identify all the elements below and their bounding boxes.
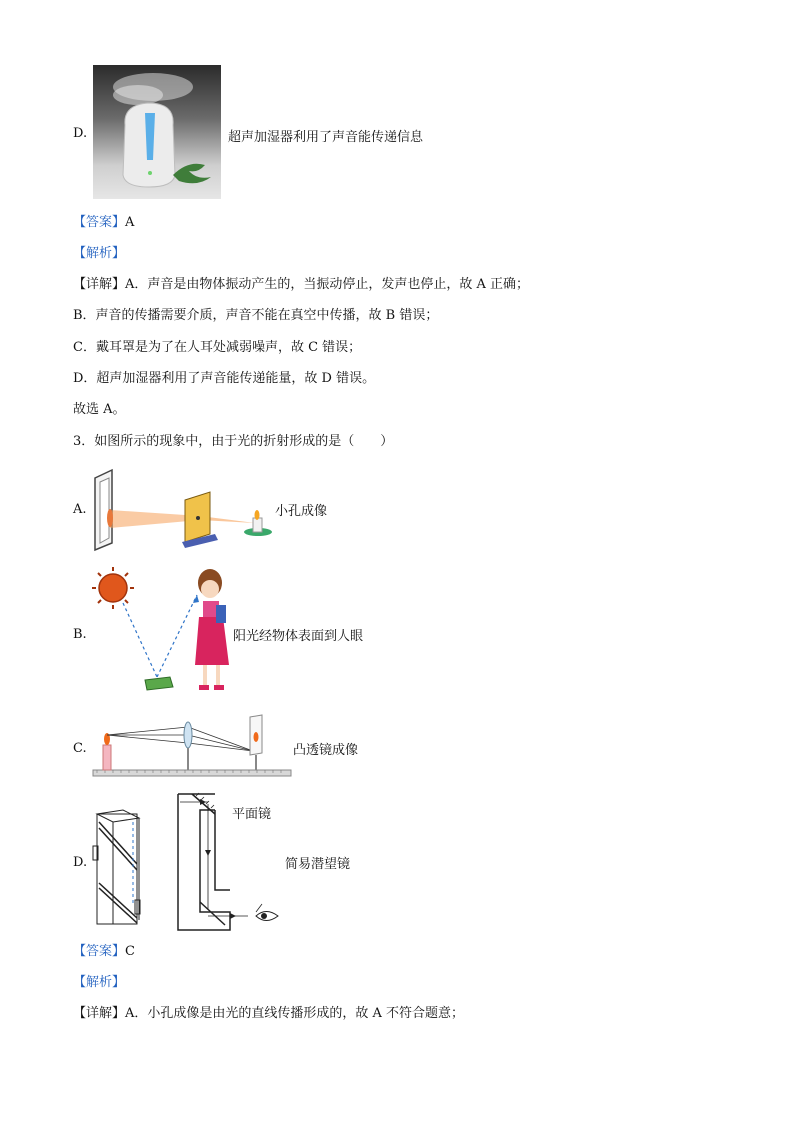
detail-tag: 【详解】	[73, 277, 126, 292]
option-d-caption: 超声加湿器利用了声音能传递信息	[228, 130, 424, 145]
answer-line	[73, 214, 134, 232]
detail-line-d: D．超声加湿器利用了声音能传递能量，故 D 错误。	[73, 371, 376, 386]
detail-line-b: B．声音的传播需要介质，声音不能在真空中传播，故 B 错误；	[73, 308, 439, 323]
answer-tag: 【答案】	[73, 215, 126, 230]
answer-value: A	[125, 215, 135, 230]
option-b-caption: 阳光经物体表面到人眼	[233, 629, 364, 644]
pinhole-diagram	[90, 468, 280, 558]
option-d-label-q3: D.	[73, 855, 88, 870]
girl-figure	[195, 569, 229, 690]
q3-answer-tag: 【答案】	[73, 944, 126, 959]
option-b-label: B.	[73, 627, 87, 642]
option-c-label: C.	[73, 741, 87, 756]
detail-line-c: C．戴耳罩是为了在人耳处减弱噪声，故 C 错误；	[73, 340, 362, 355]
option-a-caption: 小孔成像	[275, 504, 328, 519]
q3-detail-tag: 【详解】	[73, 1006, 126, 1021]
option-a-label: A.	[73, 502, 87, 517]
sun-icon	[92, 567, 134, 609]
option-d-label: D.	[73, 126, 88, 141]
option-c-caption: 凸透镜成像	[293, 743, 359, 758]
q3-answer-line	[73, 943, 135, 961]
mirror-label: 平面镜	[232, 807, 272, 822]
q3-answer-value: C	[125, 944, 135, 959]
convex-lens-diagram	[93, 715, 293, 780]
detail-text-a: A．声音是由物体振动产生的，当振动停止，发声也停止，故 A 正确；	[125, 277, 530, 292]
q3-analysis-tag: 【解析】	[73, 975, 126, 990]
q3-detail-line-a	[73, 1005, 464, 1023]
question-3-stem: 3．如图所示的现象中，由于光的折射形成的是（ ）	[73, 434, 394, 449]
q3-detail-text-a: A．小孔成像是由光的直线传播形成的，故 A 不符合题意；	[125, 1006, 465, 1021]
detail-line-a	[73, 276, 529, 294]
option-d-caption-q3: 简易潜望镜	[285, 857, 351, 872]
humidifier-photo	[93, 65, 221, 199]
reflection-diagram	[95, 565, 245, 705]
analysis-tag: 【解析】	[73, 246, 126, 261]
periscope-3d-diagram	[93, 808, 153, 928]
conclusion-line: 故选 A。	[73, 402, 126, 417]
eye-icon	[256, 904, 278, 921]
